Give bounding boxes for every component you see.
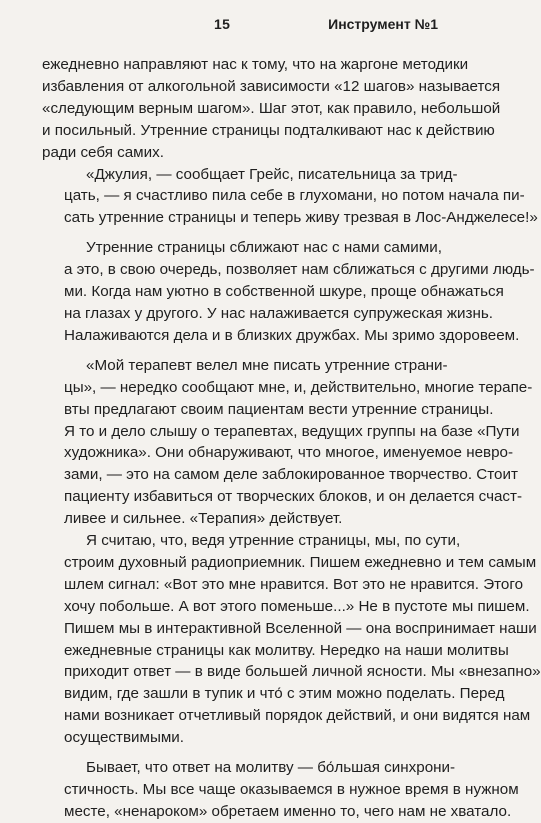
- paragraph: [42, 54, 501, 164]
- body-text: [42, 54, 541, 823]
- text-line: Налаживаются дела и в близких дружбах. Мы зримо здоровеем.: [64, 326, 520, 344]
- text-line: ежедневные страницы как молитву. Нередко на наши молитвы: [64, 641, 509, 659]
- running-title: Инструмент №1: [328, 16, 438, 32]
- text-line: строим духовный радиоприемник. Пишем ежедневно и тем самым: [64, 553, 537, 571]
- text-line: нами возникает отчетливый порядок действий, и они видятся нам: [64, 707, 531, 725]
- text-line: ми. Когда нам уютно в собственной шкуре, проще обнажаться: [64, 283, 504, 301]
- text-line: сать утренние страницы и теперь живу трезвая в Лос-Анджелесе!»: [64, 209, 538, 227]
- text-line: Утренние страницы сближают нас с нами самими,: [86, 239, 442, 257]
- text-line: зами, — это на самом деле заблокированное творчество. Стоит: [64, 466, 518, 484]
- page-number: 15: [214, 16, 231, 32]
- text-line: цать, — я счастливо пила себе в глухомани, но потом начала пи-: [64, 187, 525, 205]
- text-line: цы», — нередко сообщают мне, и, действительно, многие терапе-: [64, 378, 533, 396]
- text-line: ради себя самих.: [42, 143, 164, 161]
- text-line: ежедневно направляют нас к тому, что на жаргоне методики: [42, 56, 469, 73]
- text-line: и посильный. Утренние страницы подталкивают нас к действию: [42, 121, 495, 139]
- paragraph: [42, 355, 533, 530]
- text-line: «Джулия, — сообщает Грейс, писательница за трид-: [86, 165, 458, 183]
- text-line: Я считаю, что, ведя утренние страницы, мы, по сути,: [86, 532, 461, 550]
- text-line: «Мой терапевт велел мне писать утренние страни-: [86, 356, 448, 374]
- text-line: «следующим верным шагом». Шаг этот, как правило, небольшой: [42, 99, 501, 117]
- text-line: стичность. Мы все чаще оказываемся в нужное время в нужном: [64, 781, 519, 798]
- paragraph: [42, 757, 519, 823]
- paragraph-gap: [42, 347, 438, 355]
- text-line: художника». Они обнаруживают, что многое, именуемое невро-: [64, 444, 514, 462]
- text-line: Я то и дело слышу о терапевтах, ведущих группы на базе «Пути: [64, 422, 520, 440]
- paragraph: [42, 530, 541, 749]
- paragraph: [42, 237, 535, 347]
- text-line: ливее и сильнее. «Терапия» действует.: [64, 510, 343, 528]
- page-header: [0, 12, 460, 38]
- text-line: Бывает, что ответ на молитву — бо́льшая синхрони-: [86, 759, 456, 777]
- text-line: шлем сигнал: «Вот это мне нравится. Вот это не нравится. Этого: [64, 575, 524, 593]
- text-line: хочу побольше. А вот этого поменьше...» Не в пустоте мы пишем.: [64, 597, 530, 615]
- text-line: видим, где зашли в тупик и что́ с этим можно поделать. Перед: [64, 685, 505, 703]
- text-line: осуществимыми.: [64, 729, 185, 747]
- text-line: избавления от алкогольной зависимости «12 шагов» называется: [42, 77, 501, 95]
- text-line: приходит ответ — в виде большей личной ясности. Мы «внезапно»: [64, 663, 541, 681]
- text-line: пациенту избавиться от творческих блоков, и он делается счаст-: [64, 488, 523, 506]
- text-line: Пишем мы в интерактивной Вселенной — она воспринимает наши: [64, 619, 537, 637]
- paragraph-gap: [42, 749, 438, 757]
- text-line: вты предлагают своим пациентам вести утренние страницы.: [64, 400, 494, 418]
- text-line: на глазах у другого. У нас налаживается супружеская жизнь.: [64, 304, 493, 322]
- text-line: месте, «ненароком» обретаем именно то, чего нам не хватало.: [64, 802, 512, 820]
- paragraph-gap: [42, 229, 438, 237]
- text-line: а это, в свою очередь, позволяет нам сближаться с другими людь-: [64, 261, 535, 279]
- paragraph: [42, 164, 538, 230]
